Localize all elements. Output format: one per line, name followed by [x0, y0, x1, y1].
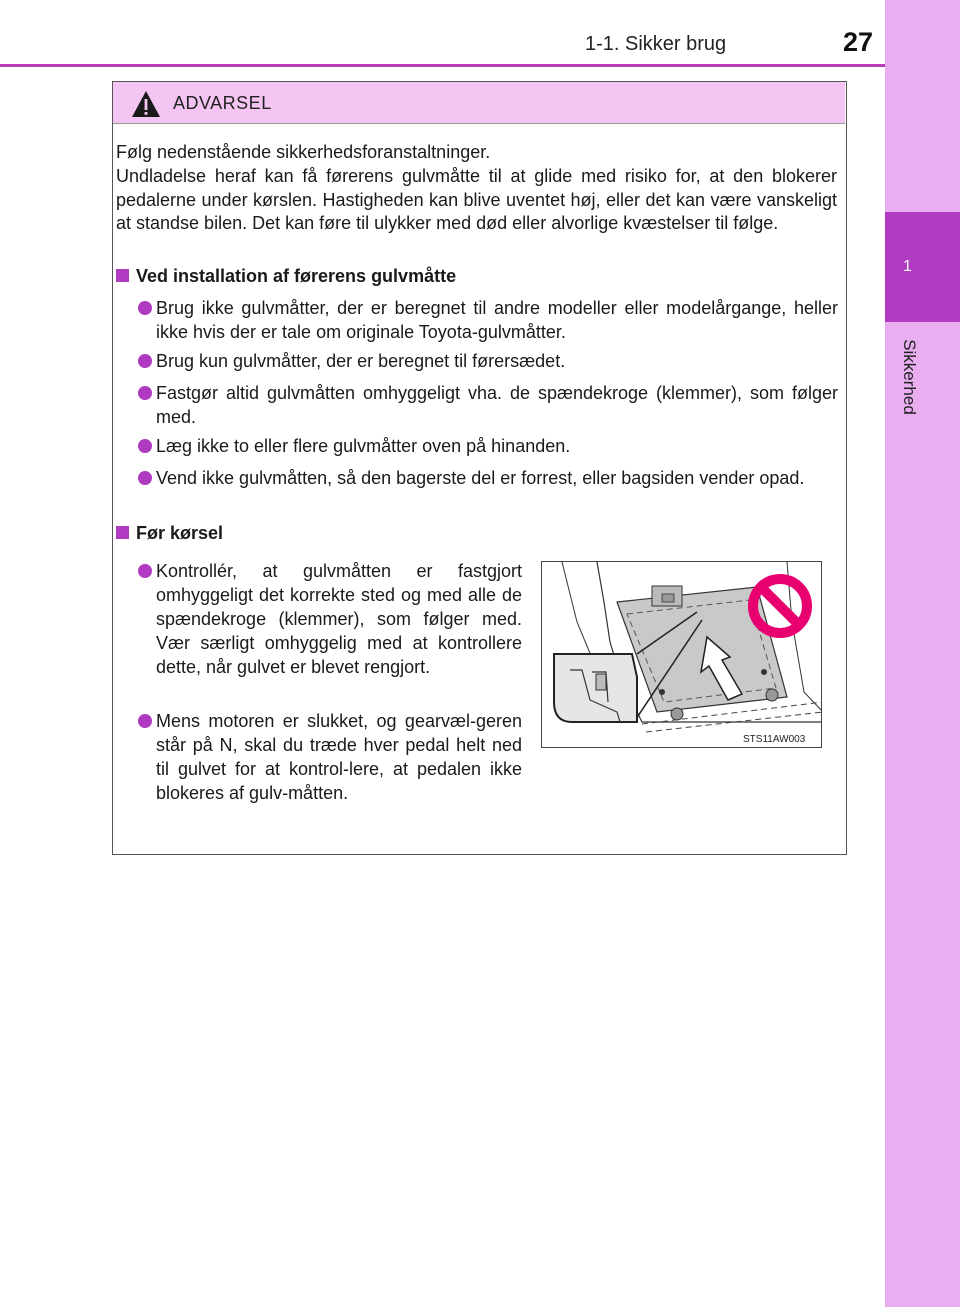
square-bullet-icon — [116, 269, 129, 282]
list-item-text: Brug ikke gulvmåtter, der er beregnet til andre modeller eller modelårgange, heller ikke hvis der er tale om originale Toyota-gulvmåtter. — [156, 298, 838, 342]
floor-mat-drawing — [542, 562, 822, 748]
bullet-dot-icon — [138, 564, 152, 578]
list-item — [138, 381, 838, 429]
section-heading-text: Ved installation af førerens gulvmåtte — [136, 266, 457, 286]
list-item — [138, 466, 838, 490]
square-bullet-icon — [116, 526, 129, 539]
bullet-dot-icon — [138, 386, 152, 400]
warning-triangle-icon — [131, 90, 161, 118]
list-item-text: Brug kun gulvmåtter, der er beregnet til førersædet. — [156, 351, 566, 371]
intro-body: Undladelse heraf kan få førerens gulvmåtte til at glide med risiko for, at den blokerer pedalerne under kørslen. Hastigheden kan blive uventet høj, eller det kan være vanskeligt at standse bilen. Det kan føre til ulykker med død eller alvorlige kvæstelser til følge. — [116, 165, 837, 234]
list-item — [138, 709, 522, 805]
section-title: 1-1. Sikker brug — [585, 33, 727, 55]
warning-header — [113, 82, 845, 124]
page-header — [0, 0, 885, 66]
bullet-dot-icon — [138, 439, 152, 453]
intro-line1: Følg nedenstående sikkerhedsforanstaltninger. — [116, 142, 491, 162]
section-heading-text: Før kørsel — [136, 523, 224, 543]
bullet-dot-icon — [138, 301, 152, 315]
list-item-text: Læg ikke to eller flere gulvmåtter oven på hinanden. — [156, 436, 571, 456]
header-divider — [0, 64, 885, 67]
bullet-dot-icon — [138, 471, 152, 485]
chapter-number: 1 — [903, 258, 912, 275]
list-item — [138, 559, 522, 679]
list-item — [138, 434, 838, 458]
bullet-dot-icon — [138, 714, 152, 728]
list-item-text: Mens motoren er slukket, og gearvæl-geren står på N, skal du træde hver pedal helt ned til gulvet for at kontrol-lere, at pedalen ikke blokeres af gulv-måtten. — [156, 711, 522, 803]
list-item-text: Vend ikke gulvmåtten, så den bagerste del er forrest, eller bagsiden vender opad. — [156, 468, 805, 488]
list-item-text: Fastgør altid gulvmåtten omhyggeligt vha. de spændekroge (klemmer), som følger med. — [156, 383, 838, 427]
warning-intro — [116, 141, 837, 236]
section-heading-before-driving — [116, 523, 223, 544]
list-item — [138, 296, 838, 344]
section-heading-installation — [116, 266, 456, 287]
bullet-dot-icon — [138, 354, 152, 368]
floor-mat-illustration — [541, 561, 822, 748]
chapter-label — [896, 322, 922, 432]
list-item — [138, 349, 838, 373]
chapter-tab-active — [885, 212, 960, 322]
illustration-code: STS11AW003 — [743, 734, 806, 745]
list-item-text: Kontrollér, at gulvmåtten er fastgjort omhyggeligt det korrekte sted og med alle de spændekroge (klemmer), som følger med. Vær særligt omhyggelig med at kontrollere dette, når gulvet er blevet rengjort. — [156, 561, 522, 677]
chapter-side-tab — [885, 0, 960, 1307]
warning-title: ADVARSEL — [173, 93, 272, 113]
chapter-label-text: Sikkerhed — [900, 339, 919, 415]
page-number: 27 — [843, 27, 874, 57]
